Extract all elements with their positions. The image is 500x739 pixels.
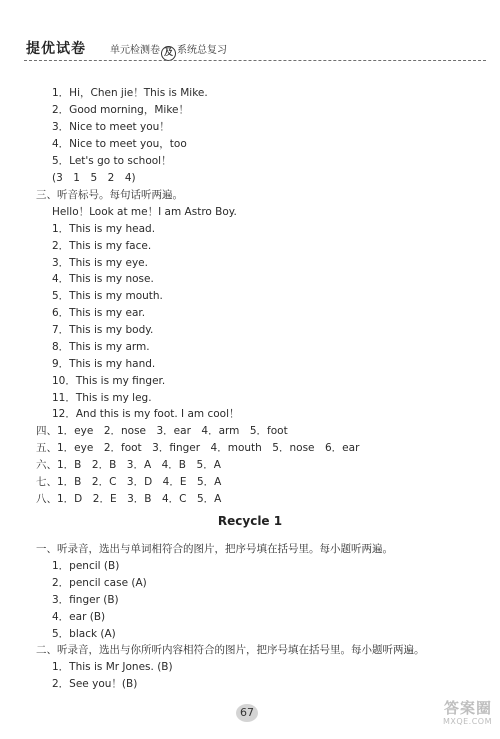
answer-line: 1．pencil (B) (52, 560, 120, 572)
answer-line: 七、1．B 2．C 3．D 4．E 5．A (36, 476, 222, 488)
answer-line: 2．See you！(B) (52, 678, 138, 690)
answer-line: 12．And this is my foot. I am cool！ (52, 408, 240, 420)
answer-line: 四、1．eye 2．nose 3．ear 4．arm 5．foot (36, 425, 288, 437)
answer-line: 11．This is my leg. (52, 392, 152, 404)
answer-line: 2．This is my face. (52, 240, 152, 252)
answer-line: 3．Nice to meet you！ (52, 121, 170, 133)
answer-line: 1．Hi，Chen jie！This is Mike. (52, 87, 208, 99)
answer-line: 三、听音标号。每句话听两遍。 (36, 189, 183, 201)
subtitle-part-1: 单元检测卷 (110, 45, 160, 56)
answer-line: 6．This is my ear. (52, 307, 146, 319)
answer-line: 2．Good morning，Mike！ (52, 104, 189, 116)
answer-line: 五、1．eye 2．foot 3．finger 4．mouth 5．nose 6．ear (36, 442, 360, 454)
answer-line: 二、听录音，选出与你所听内容相符合的图片，把序号填在括号里。每小题听两遍。 (36, 644, 425, 656)
answer-line: 3．finger (B) (52, 594, 119, 606)
answer-line: 9．This is my hand. (52, 358, 156, 370)
answer-line: 8．This is my arm. (52, 341, 150, 353)
answer-line: 4．ear (B) (52, 611, 106, 623)
answer-line: 1．This is my head. (52, 223, 156, 235)
answer-line: 3．This is my eye. (52, 257, 148, 269)
watermark-url: MXQE.COM (442, 717, 492, 726)
answer-line: 2．pencil case (A) (52, 577, 147, 589)
answer-line: 5．black (A) (52, 628, 116, 640)
watermark-text: 答案圈 (443, 699, 492, 717)
answer-line: 4．This is my nose. (52, 273, 154, 285)
answer-line: 10．This is my finger. (52, 375, 166, 387)
answer-line: Hello！Look at me！I am Astro Boy. (52, 206, 237, 218)
answer-line: 4．Nice to meet you，too (52, 138, 187, 150)
answer-line: (3 1 5 2 4) (52, 172, 136, 184)
subtitle-part-2: 系统总复习 (177, 45, 227, 56)
brand-title: 提优试卷 (26, 41, 86, 57)
answer-line: 5．This is my mouth. (52, 290, 163, 302)
section-title-recycle: Recycle 1 (217, 514, 283, 528)
answer-line: 5．Let's go to school！ (52, 155, 172, 167)
answer-line: 六、1．B 2．B 3．A 4．B 5．A (36, 459, 221, 471)
answer-line: 八、1．D 2．E 3．B 4．C 5．A (36, 493, 222, 505)
ji-circle-badge: 及 (161, 46, 176, 61)
page-number: 67 (236, 704, 258, 722)
answer-line: 一、听录音，选出与单词相符合的图片，把序号填在括号里。每小题听两遍。 (36, 543, 393, 555)
watermark-logo (408, 699, 492, 735)
answer-line: 1．This is Mr Jones. (B) (52, 661, 173, 673)
answer-line: 7．This is my body. (52, 324, 154, 336)
